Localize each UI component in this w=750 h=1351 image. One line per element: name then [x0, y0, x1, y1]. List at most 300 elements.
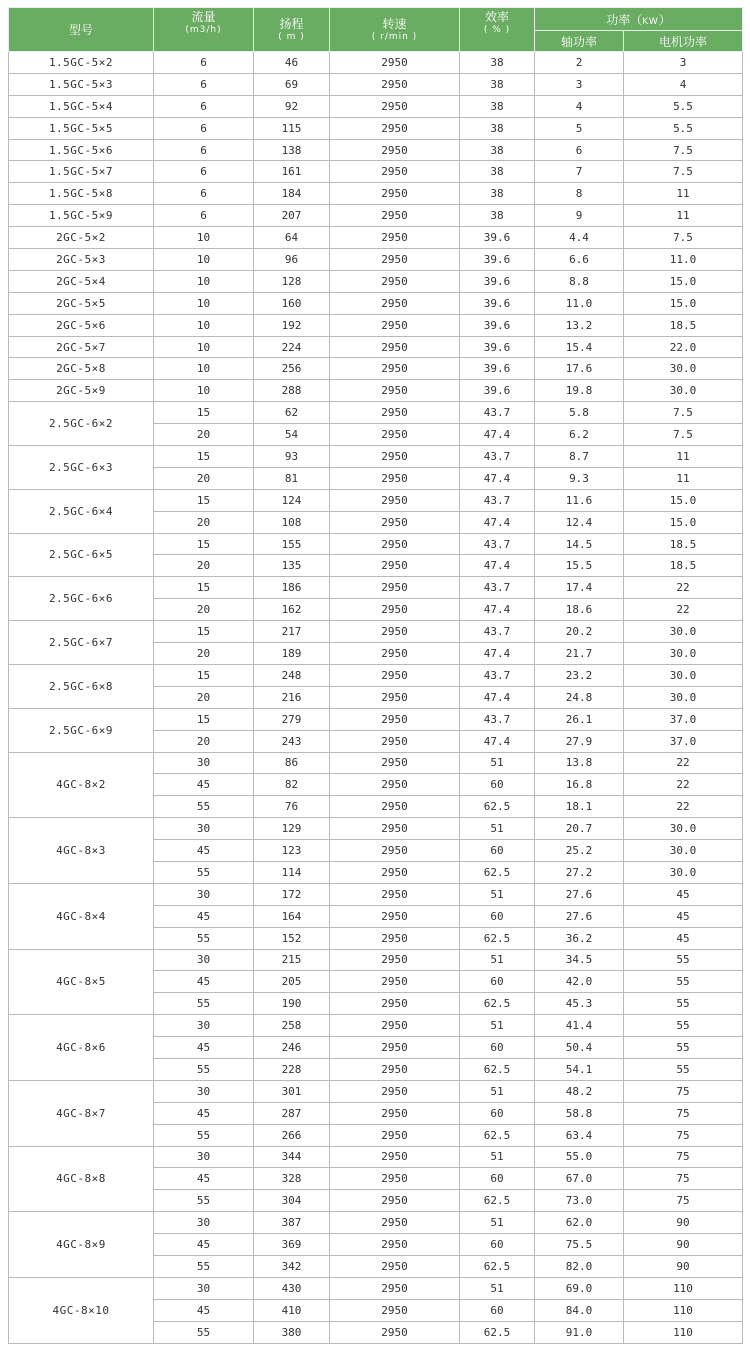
flow-cell: 55	[154, 1058, 254, 1080]
flow-cell: 20	[154, 643, 254, 665]
flow-cell: 10	[154, 336, 254, 358]
flow-cell: 6	[154, 52, 254, 74]
table-row	[9, 205, 743, 227]
flow-header-label: 流量	[191, 10, 216, 24]
flow-cell: 30	[154, 883, 254, 905]
efficiency-cell: 60	[460, 774, 535, 796]
motor-power-cell: 30.0	[624, 686, 743, 708]
efficiency-cell: 38	[460, 139, 535, 161]
motor-power-cell: 22	[624, 752, 743, 774]
flow-cell: 10	[154, 358, 254, 380]
model-cell: 2.5GC-6×9	[9, 708, 154, 752]
model-cell: 1.5GC-5×6	[9, 139, 154, 161]
efficiency-cell: 43.7	[460, 621, 535, 643]
model-cell: 2GC-5×3	[9, 249, 154, 271]
efficiency-cell: 39.6	[460, 358, 535, 380]
motor-power-cell: 110	[624, 1299, 743, 1321]
table-row	[9, 358, 743, 380]
efficiency-cell: 43.7	[460, 533, 535, 555]
col-header-efficiency	[460, 8, 535, 52]
speed-cell: 2950	[330, 117, 460, 139]
speed-cell: 2950	[330, 708, 460, 730]
motor-power-cell: 30.0	[624, 664, 743, 686]
motor-power-cell: 7.5	[624, 402, 743, 424]
speed-cell: 2950	[330, 139, 460, 161]
model-header-label: 型号	[68, 22, 93, 37]
flow-cell: 55	[154, 861, 254, 883]
speed-cell: 2950	[330, 489, 460, 511]
efficiency-cell: 47.4	[460, 686, 535, 708]
speed-cell: 2950	[330, 336, 460, 358]
model-cell: 2.5GC-6×3	[9, 446, 154, 490]
efficiency-header-label: 效率	[484, 10, 509, 24]
flow-cell: 30	[154, 1212, 254, 1234]
shaft-power-cell: 63.4	[535, 1124, 624, 1146]
efficiency-cell: 60	[460, 1299, 535, 1321]
motor-power-cell: 75	[624, 1146, 743, 1168]
efficiency-cell: 51	[460, 1015, 535, 1037]
shaft-power-cell: 54.1	[535, 1058, 624, 1080]
head-cell: 344	[254, 1146, 330, 1168]
shaft-power-cell: 9	[535, 205, 624, 227]
flow-cell: 20	[154, 730, 254, 752]
flow-cell: 20	[154, 555, 254, 577]
flow-cell: 55	[154, 1190, 254, 1212]
head-cell: 69	[254, 73, 330, 95]
table-row	[9, 95, 743, 117]
shaft-power-cell: 45.3	[535, 993, 624, 1015]
motor-power-cell: 7.5	[624, 139, 743, 161]
head-cell: 243	[254, 730, 330, 752]
model-cell: 2.5GC-6×2	[9, 402, 154, 446]
shaft-power-cell: 27.2	[535, 861, 624, 883]
shaft-power-cell: 2	[535, 52, 624, 74]
shaft-power-cell: 23.2	[535, 664, 624, 686]
head-cell: 115	[254, 117, 330, 139]
head-cell: 108	[254, 511, 330, 533]
motor-power-cell: 5.5	[624, 117, 743, 139]
motor-power-cell: 11	[624, 205, 743, 227]
motor-power-cell: 7.5	[624, 424, 743, 446]
motor-power-cell: 90	[624, 1212, 743, 1234]
flow-cell: 6	[154, 139, 254, 161]
head-cell: 160	[254, 292, 330, 314]
shaft-power-cell: 6.2	[535, 424, 624, 446]
efficiency-cell: 43.7	[460, 577, 535, 599]
power-header-label: 功率（	[606, 12, 643, 27]
efficiency-cell: 39.6	[460, 227, 535, 249]
model-cell: 4GC-8×7	[9, 1080, 154, 1146]
shaft-power-cell: 27.6	[535, 905, 624, 927]
head-cell: 93	[254, 446, 330, 468]
col-header-speed	[330, 8, 460, 52]
shaft-power-cell: 17.6	[535, 358, 624, 380]
col-header-motor-power: 电机功率	[624, 31, 743, 52]
head-cell: 186	[254, 577, 330, 599]
efficiency-cell: 62.5	[460, 1058, 535, 1080]
model-cell: 2.5GC-6×7	[9, 621, 154, 665]
speed-cell: 2950	[330, 1037, 460, 1059]
motor-power-cell: 37.0	[624, 730, 743, 752]
flow-cell: 30	[154, 1146, 254, 1168]
shaft-power-cell: 7	[535, 161, 624, 183]
flow-cell: 15	[154, 489, 254, 511]
table-row	[9, 380, 743, 402]
pump-spec-table-container	[8, 7, 743, 1344]
shaft-power-cell: 9.3	[535, 467, 624, 489]
head-cell: 258	[254, 1015, 330, 1037]
table-row	[9, 183, 743, 205]
model-cell: 4GC-8×3	[9, 818, 154, 884]
shaft-power-cell: 16.8	[535, 774, 624, 796]
motor-power-cell: 7.5	[624, 161, 743, 183]
motor-power-cell: 30.0	[624, 861, 743, 883]
head-cell: 114	[254, 861, 330, 883]
efficiency-cell: 62.5	[460, 1321, 535, 1343]
table-row	[9, 314, 743, 336]
efficiency-cell: 60	[460, 1037, 535, 1059]
efficiency-cell: 51	[460, 1080, 535, 1102]
shaft-power-cell: 84.0	[535, 1299, 624, 1321]
model-cell: 1.5GC-5×2	[9, 52, 154, 74]
table-row	[9, 1080, 743, 1102]
model-cell: 2GC-5×8	[9, 358, 154, 380]
flow-cell: 30	[154, 1080, 254, 1102]
speed-cell: 2950	[330, 577, 460, 599]
motor-power-cell: 30.0	[624, 380, 743, 402]
model-cell: 1.5GC-5×5	[9, 117, 154, 139]
table-row	[9, 1015, 743, 1037]
motor-power-cell: 4	[624, 73, 743, 95]
model-cell: 2GC-5×2	[9, 227, 154, 249]
efficiency-cell: 47.4	[460, 599, 535, 621]
motor-power-cell: 55	[624, 971, 743, 993]
shaft-power-cell: 20.7	[535, 818, 624, 840]
speed-cell: 2950	[330, 292, 460, 314]
flow-cell: 30	[154, 1277, 254, 1299]
efficiency-cell: 62.5	[460, 993, 535, 1015]
table-row	[9, 292, 743, 314]
shaft-power-cell: 82.0	[535, 1255, 624, 1277]
motor-power-cell: 30.0	[624, 840, 743, 862]
table-row	[9, 446, 743, 468]
motor-power-cell: 15.0	[624, 292, 743, 314]
shaft-power-cell: 75.5	[535, 1234, 624, 1256]
efficiency-cell: 47.4	[460, 643, 535, 665]
flow-cell: 55	[154, 796, 254, 818]
motor-power-cell: 75	[624, 1190, 743, 1212]
motor-power-cell: 22	[624, 774, 743, 796]
shaft-power-cell: 17.4	[535, 577, 624, 599]
head-cell: 172	[254, 883, 330, 905]
flow-cell: 15	[154, 621, 254, 643]
table-row	[9, 818, 743, 840]
efficiency-cell: 39.6	[460, 380, 535, 402]
efficiency-cell: 62.5	[460, 1124, 535, 1146]
efficiency-cell: 38	[460, 73, 535, 95]
shaft-power-cell: 20.2	[535, 621, 624, 643]
efficiency-cell: 43.7	[460, 489, 535, 511]
table-row	[9, 270, 743, 292]
motor-power-cell: 11.0	[624, 249, 743, 271]
motor-power-cell: 18.5	[624, 555, 743, 577]
efficiency-cell: 51	[460, 752, 535, 774]
shaft-power-cell: 14.5	[535, 533, 624, 555]
shaft-power-cell: 4.4	[535, 227, 624, 249]
efficiency-cell: 60	[460, 840, 535, 862]
efficiency-cell: 39.6	[460, 249, 535, 271]
flow-cell: 6	[154, 117, 254, 139]
motor-power-cell: 55	[624, 1015, 743, 1037]
speed-cell: 2950	[330, 533, 460, 555]
shaft-power-cell: 24.8	[535, 686, 624, 708]
efficiency-cell: 60	[460, 1168, 535, 1190]
shaft-power-cell: 25.2	[535, 840, 624, 862]
motor-power-cell: 55	[624, 993, 743, 1015]
model-cell: 4GC-8×4	[9, 883, 154, 949]
head-cell: 207	[254, 205, 330, 227]
head-cell: 129	[254, 818, 330, 840]
flow-cell: 55	[154, 927, 254, 949]
table-row	[9, 1212, 743, 1234]
model-cell: 2GC-5×7	[9, 336, 154, 358]
head-cell: 124	[254, 489, 330, 511]
motor-power-cell: 7.5	[624, 227, 743, 249]
head-cell: 138	[254, 139, 330, 161]
motor-power-cell: 18.5	[624, 314, 743, 336]
flow-cell: 6	[154, 205, 254, 227]
table-row	[9, 708, 743, 730]
shaft-power-cell: 18.1	[535, 796, 624, 818]
speed-cell: 2950	[330, 752, 460, 774]
speed-cell: 2950	[330, 774, 460, 796]
motor-power-cell: 11	[624, 183, 743, 205]
speed-cell: 2950	[330, 905, 460, 927]
model-cell: 4GC-8×2	[9, 752, 154, 818]
col-header-model	[9, 8, 154, 52]
speed-cell: 2950	[330, 227, 460, 249]
speed-cell: 2950	[330, 511, 460, 533]
speed-cell: 2950	[330, 1212, 460, 1234]
head-cell: 54	[254, 424, 330, 446]
efficiency-cell: 51	[460, 949, 535, 971]
head-cell: 161	[254, 161, 330, 183]
flow-cell: 45	[154, 1037, 254, 1059]
efficiency-cell: 62.5	[460, 1255, 535, 1277]
efficiency-cell: 39.6	[460, 292, 535, 314]
shaft-power-cell: 58.8	[535, 1102, 624, 1124]
shaft-power-cell: 5	[535, 117, 624, 139]
shaft-power-cell: 6.6	[535, 249, 624, 271]
flow-cell: 45	[154, 1102, 254, 1124]
model-cell: 2GC-5×5	[9, 292, 154, 314]
head-cell: 328	[254, 1168, 330, 1190]
flow-cell: 20	[154, 511, 254, 533]
head-cell: 380	[254, 1321, 330, 1343]
head-cell: 430	[254, 1277, 330, 1299]
head-cell: 76	[254, 796, 330, 818]
table-row	[9, 73, 743, 95]
speed-cell: 2950	[330, 1102, 460, 1124]
speed-cell: 2950	[330, 840, 460, 862]
efficiency-cell: 47.4	[460, 555, 535, 577]
motor-power-cell: 90	[624, 1234, 743, 1256]
shaft-power-cell: 3	[535, 73, 624, 95]
motor-power-cell: 30.0	[624, 621, 743, 643]
speed-cell: 2950	[330, 686, 460, 708]
shaft-power-cell: 15.4	[535, 336, 624, 358]
motor-power-cell: 75	[624, 1102, 743, 1124]
motor-power-cell: 110	[624, 1277, 743, 1299]
efficiency-cell: 43.7	[460, 664, 535, 686]
flow-cell: 20	[154, 467, 254, 489]
model-cell: 1.5GC-5×4	[9, 95, 154, 117]
head-header-label: 扬程	[279, 17, 304, 31]
model-cell: 4GC-8×9	[9, 1212, 154, 1278]
shaft-power-cell: 50.4	[535, 1037, 624, 1059]
flow-cell: 6	[154, 161, 254, 183]
table-row	[9, 1277, 743, 1299]
shaft-power-cell: 73.0	[535, 1190, 624, 1212]
model-cell: 1.5GC-5×7	[9, 161, 154, 183]
speed-cell: 2950	[330, 1015, 460, 1037]
power-unit-label: KW	[642, 16, 659, 27]
model-cell: 2.5GC-6×6	[9, 577, 154, 621]
speed-cell: 2950	[330, 796, 460, 818]
head-cell: 192	[254, 314, 330, 336]
col-header-power	[535, 8, 743, 31]
efficiency-cell: 62.5	[460, 927, 535, 949]
shaft-power-cell: 19.8	[535, 380, 624, 402]
head-cell: 217	[254, 621, 330, 643]
flow-cell: 15	[154, 533, 254, 555]
speed-cell: 2950	[330, 1058, 460, 1080]
table-row	[9, 949, 743, 971]
motor-power-cell: 55	[624, 949, 743, 971]
shaft-power-cell: 41.4	[535, 1015, 624, 1037]
speed-cell: 2950	[330, 730, 460, 752]
table-row	[9, 139, 743, 161]
table-header	[9, 8, 743, 52]
head-cell: 92	[254, 95, 330, 117]
head-cell: 82	[254, 774, 330, 796]
shaft-power-cell: 55.0	[535, 1146, 624, 1168]
efficiency-cell: 47.4	[460, 511, 535, 533]
table-row	[9, 402, 743, 424]
table-row	[9, 883, 743, 905]
head-cell: 256	[254, 358, 330, 380]
speed-cell: 2950	[330, 358, 460, 380]
head-cell: 216	[254, 686, 330, 708]
efficiency-unit-label: ( % )	[483, 25, 511, 35]
header-row-1	[9, 8, 743, 31]
head-cell: 189	[254, 643, 330, 665]
efficiency-cell: 38	[460, 117, 535, 139]
col-header-flow	[154, 8, 254, 52]
speed-cell: 2950	[330, 314, 460, 336]
motor-power-cell: 18.5	[624, 533, 743, 555]
efficiency-cell: 47.4	[460, 424, 535, 446]
motor-power-cell: 30.0	[624, 818, 743, 840]
flow-cell: 30	[154, 949, 254, 971]
head-cell: 46	[254, 52, 330, 74]
table-row	[9, 227, 743, 249]
speed-cell: 2950	[330, 402, 460, 424]
motor-power-cell: 55	[624, 1058, 743, 1080]
head-cell: 205	[254, 971, 330, 993]
table-row	[9, 752, 743, 774]
head-cell: 301	[254, 1080, 330, 1102]
flow-cell: 6	[154, 73, 254, 95]
speed-cell: 2950	[330, 95, 460, 117]
efficiency-cell: 62.5	[460, 861, 535, 883]
motor-power-cell: 37.0	[624, 708, 743, 730]
motor-power-cell: 110	[624, 1321, 743, 1343]
head-cell: 287	[254, 1102, 330, 1124]
flow-cell: 30	[154, 1015, 254, 1037]
speed-cell: 2950	[330, 270, 460, 292]
table-row	[9, 533, 743, 555]
speed-cell: 2950	[330, 883, 460, 905]
flow-cell: 6	[154, 183, 254, 205]
model-cell: 2.5GC-6×8	[9, 664, 154, 708]
head-cell: 190	[254, 993, 330, 1015]
speed-cell: 2950	[330, 1299, 460, 1321]
table-row	[9, 52, 743, 74]
efficiency-cell: 60	[460, 971, 535, 993]
table-row	[9, 161, 743, 183]
efficiency-cell: 38	[460, 205, 535, 227]
motor-power-cell: 22.0	[624, 336, 743, 358]
motor-power-cell: 15.0	[624, 489, 743, 511]
shaft-power-cell: 11.0	[535, 292, 624, 314]
speed-cell: 2950	[330, 993, 460, 1015]
efficiency-cell: 47.4	[460, 730, 535, 752]
flow-cell: 10	[154, 292, 254, 314]
speed-cell: 2950	[330, 1234, 460, 1256]
table-row	[9, 664, 743, 686]
efficiency-cell: 51	[460, 883, 535, 905]
model-cell: 4GC-8×10	[9, 1277, 154, 1343]
shaft-power-cell: 48.2	[535, 1080, 624, 1102]
head-cell: 288	[254, 380, 330, 402]
flow-cell: 15	[154, 402, 254, 424]
efficiency-cell: 51	[460, 1146, 535, 1168]
head-cell: 246	[254, 1037, 330, 1059]
speed-cell: 2950	[330, 1080, 460, 1102]
speed-cell: 2950	[330, 73, 460, 95]
flow-cell: 30	[154, 818, 254, 840]
motor-power-cell: 5.5	[624, 95, 743, 117]
shaft-power-cell: 34.5	[535, 949, 624, 971]
motor-power-cell: 22	[624, 577, 743, 599]
pump-spec-table	[8, 7, 743, 1344]
head-cell: 369	[254, 1234, 330, 1256]
efficiency-cell: 51	[460, 1212, 535, 1234]
motor-power-cell: 3	[624, 52, 743, 74]
model-cell: 4GC-8×8	[9, 1146, 154, 1212]
speed-cell: 2950	[330, 555, 460, 577]
shaft-power-cell: 42.0	[535, 971, 624, 993]
shaft-power-cell: 13.2	[535, 314, 624, 336]
table-row	[9, 336, 743, 358]
head-cell: 135	[254, 555, 330, 577]
speed-cell: 2950	[330, 1190, 460, 1212]
speed-cell: 2950	[330, 205, 460, 227]
shaft-power-cell: 21.7	[535, 643, 624, 665]
speed-cell: 2950	[330, 643, 460, 665]
shaft-power-cell: 5.8	[535, 402, 624, 424]
